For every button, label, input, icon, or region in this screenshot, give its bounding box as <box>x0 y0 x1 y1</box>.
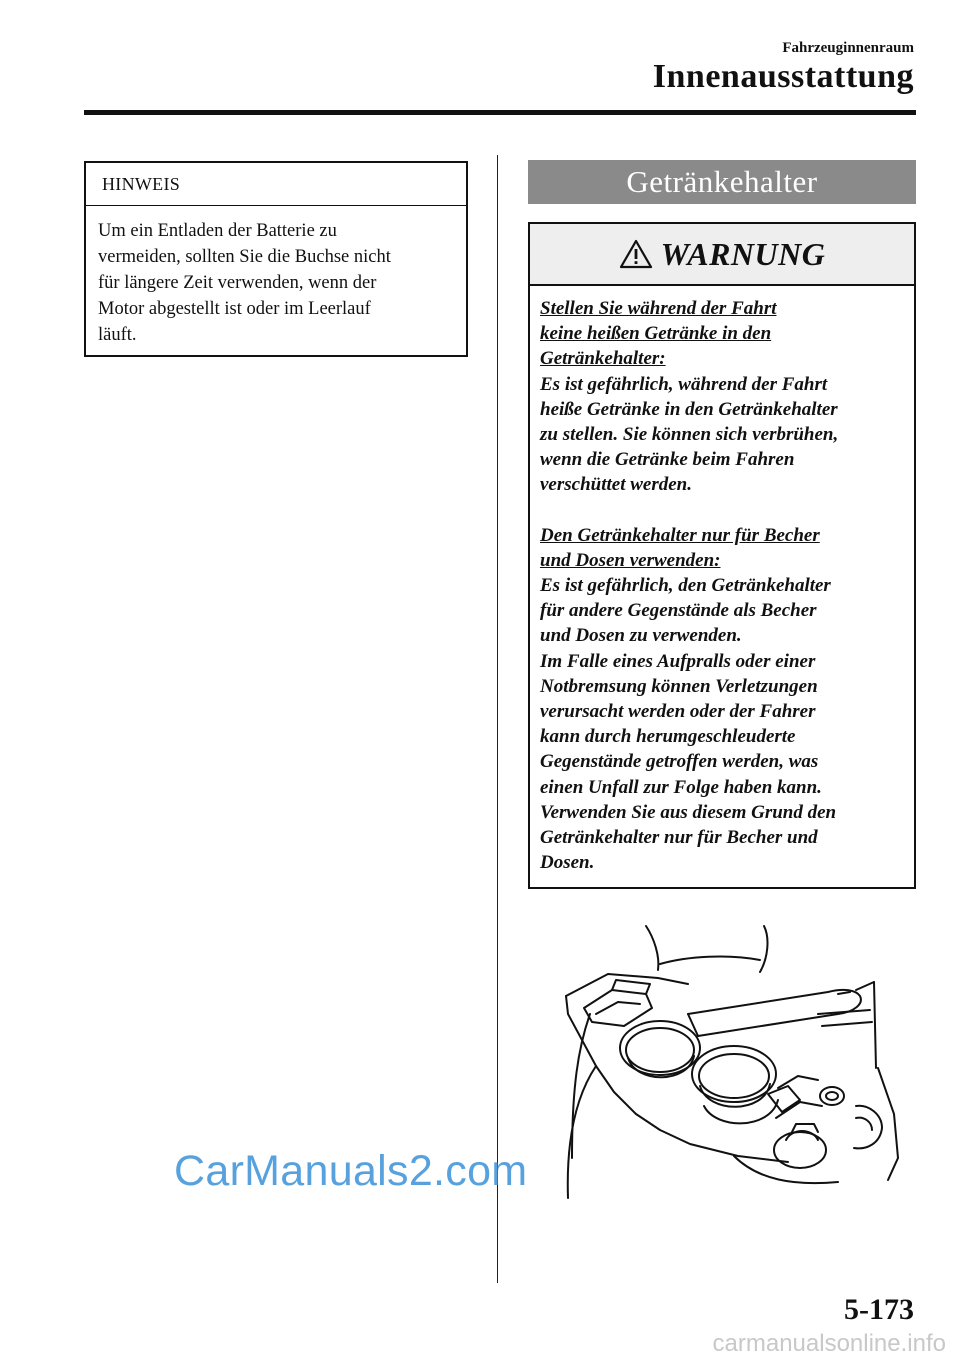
warning-text-line: Dosen. <box>540 852 595 874</box>
warning-text-line: heiße Getränke in den Getränkehalter <box>540 398 838 420</box>
paragraph-gap <box>540 498 900 523</box>
warning-lead-line: Getränkehalter: <box>540 348 666 370</box>
note-line: für längere Zeit verwenden, wenn der <box>98 273 377 293</box>
warning-text-line: Gegenstände getroffen werden, was <box>540 751 819 773</box>
cup-holder-illustration <box>538 918 910 1208</box>
warning-text-line: verursacht werden oder der Fahrer <box>540 701 816 723</box>
warning-lead-line: Den Getränkehalter nur für Becher <box>540 524 820 546</box>
column-divider <box>497 155 498 1283</box>
warning-body <box>530 286 914 875</box>
chapter-label: Fahrzeuginnenraum <box>782 40 914 56</box>
page-title: Innenausstattung <box>652 58 914 95</box>
note-line: Um ein Entladen der Batterie zu <box>98 221 337 241</box>
warning-lead-1 <box>540 296 900 372</box>
warning-triangle-icon <box>619 239 653 269</box>
watermark: CarManuals2.com <box>174 1147 528 1195</box>
warning-text-line: verschüttet werden. <box>540 474 692 496</box>
warning-lead-line: und Dosen verwenden: <box>540 549 721 571</box>
warning-lead-line: keine heißen Getränke in den <box>540 323 772 345</box>
note-line: läuft. <box>98 325 137 345</box>
warning-text-line: zu stellen. Sie können sich verbrühen, <box>540 424 839 446</box>
note-body <box>86 206 466 348</box>
note-line: vermeiden, sollten Sie die Buchse nicht <box>98 247 391 267</box>
warning-text-2 <box>540 573 900 875</box>
warning-text-line: Getränkehalter nur für Becher und <box>540 827 818 849</box>
warning-text-line: und Dosen zu verwenden. <box>540 625 742 647</box>
header-rule <box>84 110 916 115</box>
warning-text-line: für andere Gegenstände als Becher <box>540 600 817 622</box>
warning-text-line: wenn die Getränke beim Fahren <box>540 449 795 471</box>
warning-text-line: Es ist gefährlich, den Getränkehalter <box>540 575 831 597</box>
warning-heading: WARNUNG <box>660 235 826 272</box>
footer-url: carmanualsonline.info <box>712 1330 946 1357</box>
warning-text-1 <box>540 372 900 498</box>
warning-text-line: Im Falle eines Aufpralls oder einer <box>540 650 816 672</box>
note-line: Motor abgestellt ist oder im Leerlauf <box>98 299 371 319</box>
warning-text-line: Es ist gefährlich, während der Fahrt <box>540 373 828 395</box>
warning-text-line: kann durch herumgeschleuderte <box>540 726 796 748</box>
section-title: Getränkehalter <box>528 160 916 204</box>
warning-lead-line: Stellen Sie während der Fahrt <box>540 298 777 319</box>
page-number: 5-173 <box>844 1293 914 1326</box>
warning-header <box>530 224 914 286</box>
note-heading: HINWEIS <box>86 163 466 206</box>
warning-text-line: einen Unfall zur Folge haben kann. <box>540 776 822 798</box>
warning-text-line: Notbremsung können Verletzungen <box>540 675 818 697</box>
warning-text-line: Verwenden Sie aus diesem Grund den <box>540 801 837 823</box>
warning-box <box>528 222 916 889</box>
note-box <box>84 161 468 357</box>
warning-lead-2 <box>540 523 900 573</box>
